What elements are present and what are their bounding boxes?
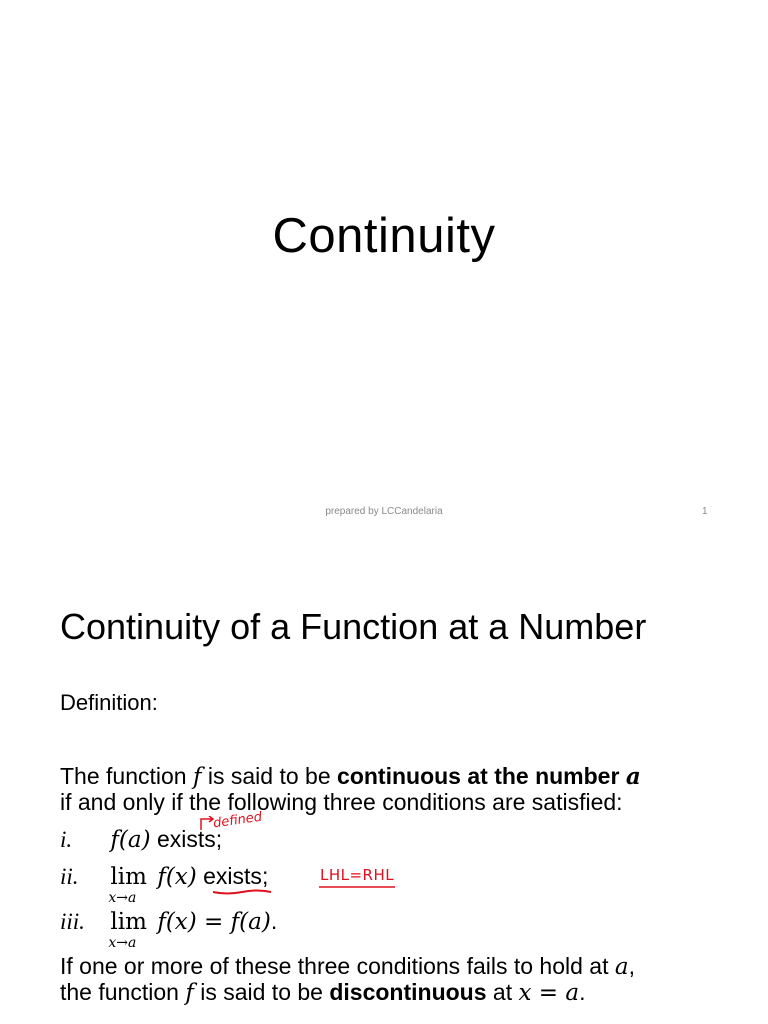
closing-line-2: the function f is said to be discontinuous at x = a. <box>60 979 586 1006</box>
handwritten-underline-icon <box>318 884 396 890</box>
slide-2 <box>0 548 768 1024</box>
definition-line-1: The function f is said to be continuous at the number a <box>60 763 641 790</box>
condition-1: i. f(a) exists; <box>60 826 223 853</box>
definition-label: Definition: <box>60 690 158 715</box>
handwritten-defined-annotation: defined <box>212 809 263 832</box>
limit-operator: lim x→a <box>108 864 147 906</box>
handwritten-lhl-rhl-annotation: LHL=RHL <box>320 866 395 884</box>
continuous-term: continuous at the number a <box>337 763 641 790</box>
condition-2: ii. lim x→a f(x) exists; <box>60 863 269 906</box>
handwritten-arrow-icon <box>198 816 218 832</box>
handwritten-underline-icon <box>212 888 272 896</box>
limit-operator: lim x→a <box>108 909 147 951</box>
slide-title: Continuity <box>272 209 496 263</box>
closing-line-1: If one or more of these three conditions fails to hold at a, <box>60 953 635 980</box>
page-number: 1 <box>702 506 708 517</box>
condition-3: iii. lim x→a f(x) = f(a). <box>60 908 278 951</box>
slide-footer: prepared by LCCandelaria <box>325 506 443 517</box>
exists-underlined: exists <box>203 863 262 889</box>
definition-line-2: if and only if the following three conditions are satisfied: <box>60 789 623 815</box>
slide-title: Continuity of a Function at a Number <box>60 606 647 647</box>
discontinuous-term: discontinuous <box>329 979 487 1005</box>
